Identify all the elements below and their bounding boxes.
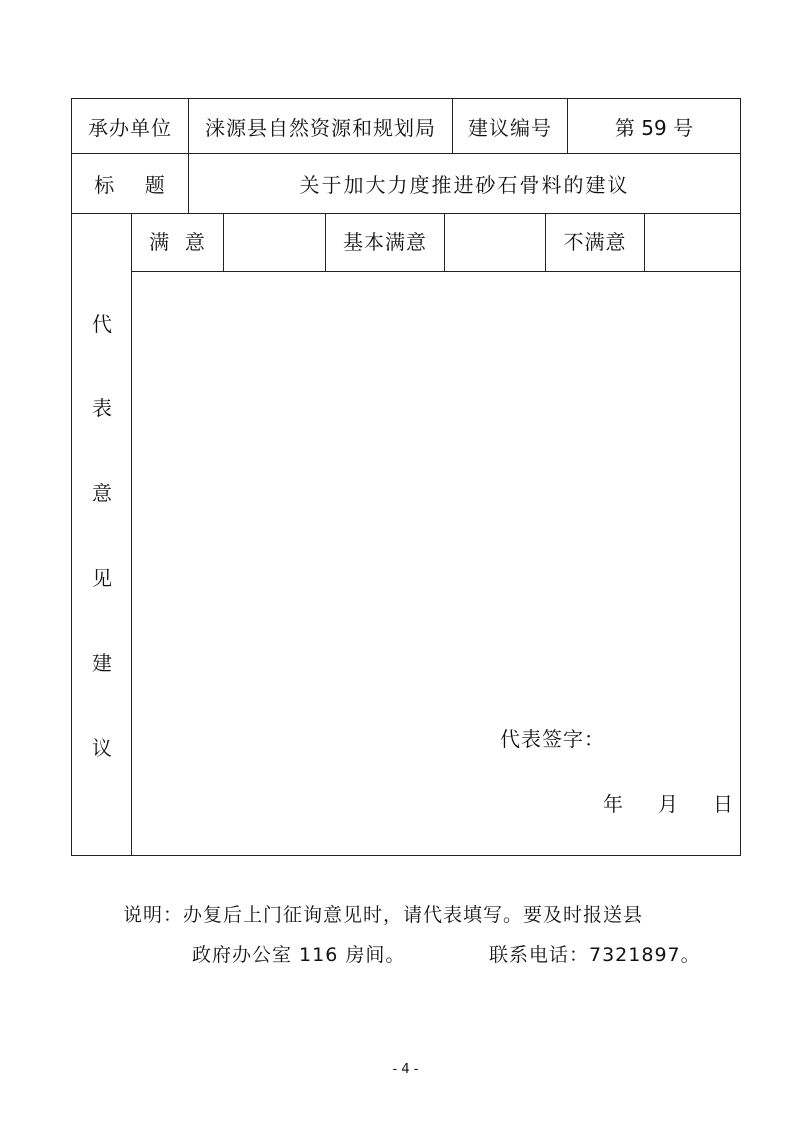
title-label: 标 题 <box>94 173 166 197</box>
handling-unit-label: 承办单位 <box>88 115 172 140</box>
opinion-text-area[interactable] <box>132 272 740 712</box>
opinion-label-char: 表 <box>92 396 112 420</box>
handling-unit-value: 涞源县自然资源和规划局 <box>205 115 436 140</box>
proposal-number-label: 建议编号 <box>468 115 552 140</box>
note-line-1: 说明：办复后上门征询意见时，请代表填写。要及时报送县 <box>123 904 644 926</box>
table-border-right <box>740 98 741 856</box>
satisfied-label: 满 意 <box>149 229 206 254</box>
title-value: 关于加大力度推进砂石骨料的建议 <box>299 173 630 197</box>
opinion-label-char: 代 <box>92 312 112 336</box>
satisfied-checkbox[interactable] <box>224 214 325 271</box>
basically-satisfied-checkbox[interactable] <box>445 214 545 271</box>
proposal-number-value: 第 59 号 <box>614 115 694 140</box>
date-day: 日 <box>713 791 733 816</box>
opinion-label-char: 见 <box>92 566 112 590</box>
note-line-2a: 政府办公室 116 房间。 <box>192 944 406 966</box>
basically-satisfied-label: 基本满意 <box>343 229 427 254</box>
opinion-label-char: 议 <box>92 736 112 760</box>
date-month: 月 <box>658 791 678 816</box>
unsatisfied-label: 不满意 <box>563 229 627 254</box>
note-line-2b: 联系电话：7321897。 <box>489 944 701 966</box>
opinion-label-char: 建 <box>92 651 112 675</box>
table-border-bottom <box>71 855 741 856</box>
unsatisfied-checkbox[interactable] <box>645 214 740 271</box>
opinion-label-char: 意 <box>92 481 112 505</box>
representative-signature-label: 代表签字： <box>500 726 605 751</box>
date-year: 年 <box>603 791 623 816</box>
page-number: - 4 - <box>392 1062 419 1077</box>
